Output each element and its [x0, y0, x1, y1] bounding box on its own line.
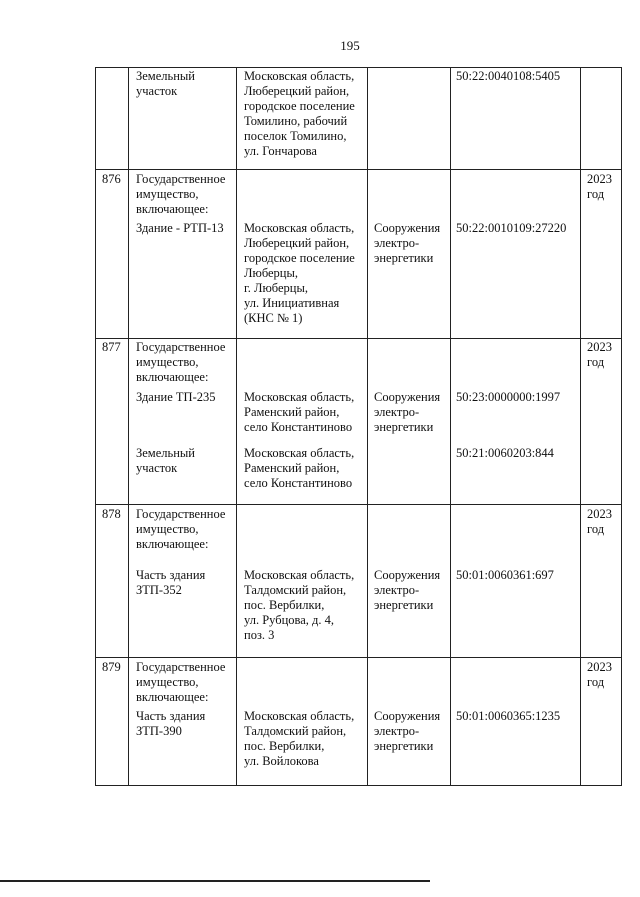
item-name: Часть здания ЗТП-352 — [136, 568, 206, 597]
group-label: Государственное имущество, включающее: — [136, 507, 226, 551]
row-number: 876 — [102, 172, 121, 186]
group-label: Государственное имущество, включающее: — [136, 340, 226, 384]
row-number: 879 — [102, 660, 121, 674]
group-label: Государственное имущество, включающее: — [136, 660, 226, 704]
item-address: Московская область, Талдомский район, пос. Вербилки, ул. Рубцова, д. 4, поз. 3 — [244, 568, 355, 642]
item-address: Московская область, Люберецкий район, городское поселение Люберцы, г. Люберцы, ул. Инициативная (КНС № 1) — [244, 221, 355, 325]
item-type: Сооружения электро- энергетики — [374, 568, 441, 612]
footer-rule — [0, 880, 430, 882]
year-cell: 2023 год — [587, 340, 612, 369]
item-name: Часть здания ЗТП-390 — [136, 709, 206, 738]
row-divider — [96, 338, 621, 339]
year-cell: 2023 год — [587, 172, 612, 201]
item-address: Московская область, Талдомский район, пос. Вербилки, ул. Войлокова — [244, 709, 355, 768]
row-number: 878 — [102, 507, 121, 521]
item-name: Земельный участок — [136, 446, 195, 475]
item-name: Здание - РТП-13 — [136, 221, 224, 235]
item-cadastral-number: 50:01:0060365:1235 — [456, 709, 561, 723]
property-table — [95, 67, 622, 786]
row-number: 877 — [102, 340, 121, 354]
item-cadastral-number: 50:21:0060203:844 — [456, 446, 554, 460]
item-cadastral-number: 50:22:0010109:27220 — [456, 221, 567, 235]
item-type: Сооружения электро- энергетики — [374, 390, 441, 434]
item-cadastral-number: 50:22:0040108:5405 — [456, 69, 561, 83]
group-label: Государственное имущество, включающее: — [136, 172, 226, 216]
column-divider — [128, 68, 129, 785]
item-type: Сооружения электро- энергетики — [374, 709, 441, 753]
column-divider — [367, 68, 368, 785]
page-number: 195 — [340, 38, 360, 53]
column-divider — [580, 68, 581, 785]
item-cadastral-number: 50:01:0060361:697 — [456, 568, 554, 582]
column-divider — [236, 68, 237, 785]
item-address: Московская область, Раменский район, село Константиново — [244, 446, 355, 490]
item-cadastral-number: 50:23:0000000:1997 — [456, 390, 561, 404]
year-cell: 2023 год — [587, 507, 612, 536]
item-address: Московская область, Раменский район, село Константиново — [244, 390, 355, 434]
year-cell: 2023 год — [587, 660, 612, 689]
row-divider — [96, 169, 621, 170]
row-divider — [96, 504, 621, 505]
item-name: Земельный участок — [136, 69, 195, 98]
item-address: Московская область, Люберецкий район, городское поселение Томилино, рабочий поселок Томилино, ул. Гончарова — [244, 69, 355, 158]
column-divider — [450, 68, 451, 785]
row-divider — [96, 657, 621, 658]
item-type: Сооружения электро- энергетики — [374, 221, 441, 265]
item-name: Здание ТП-235 — [136, 390, 216, 404]
